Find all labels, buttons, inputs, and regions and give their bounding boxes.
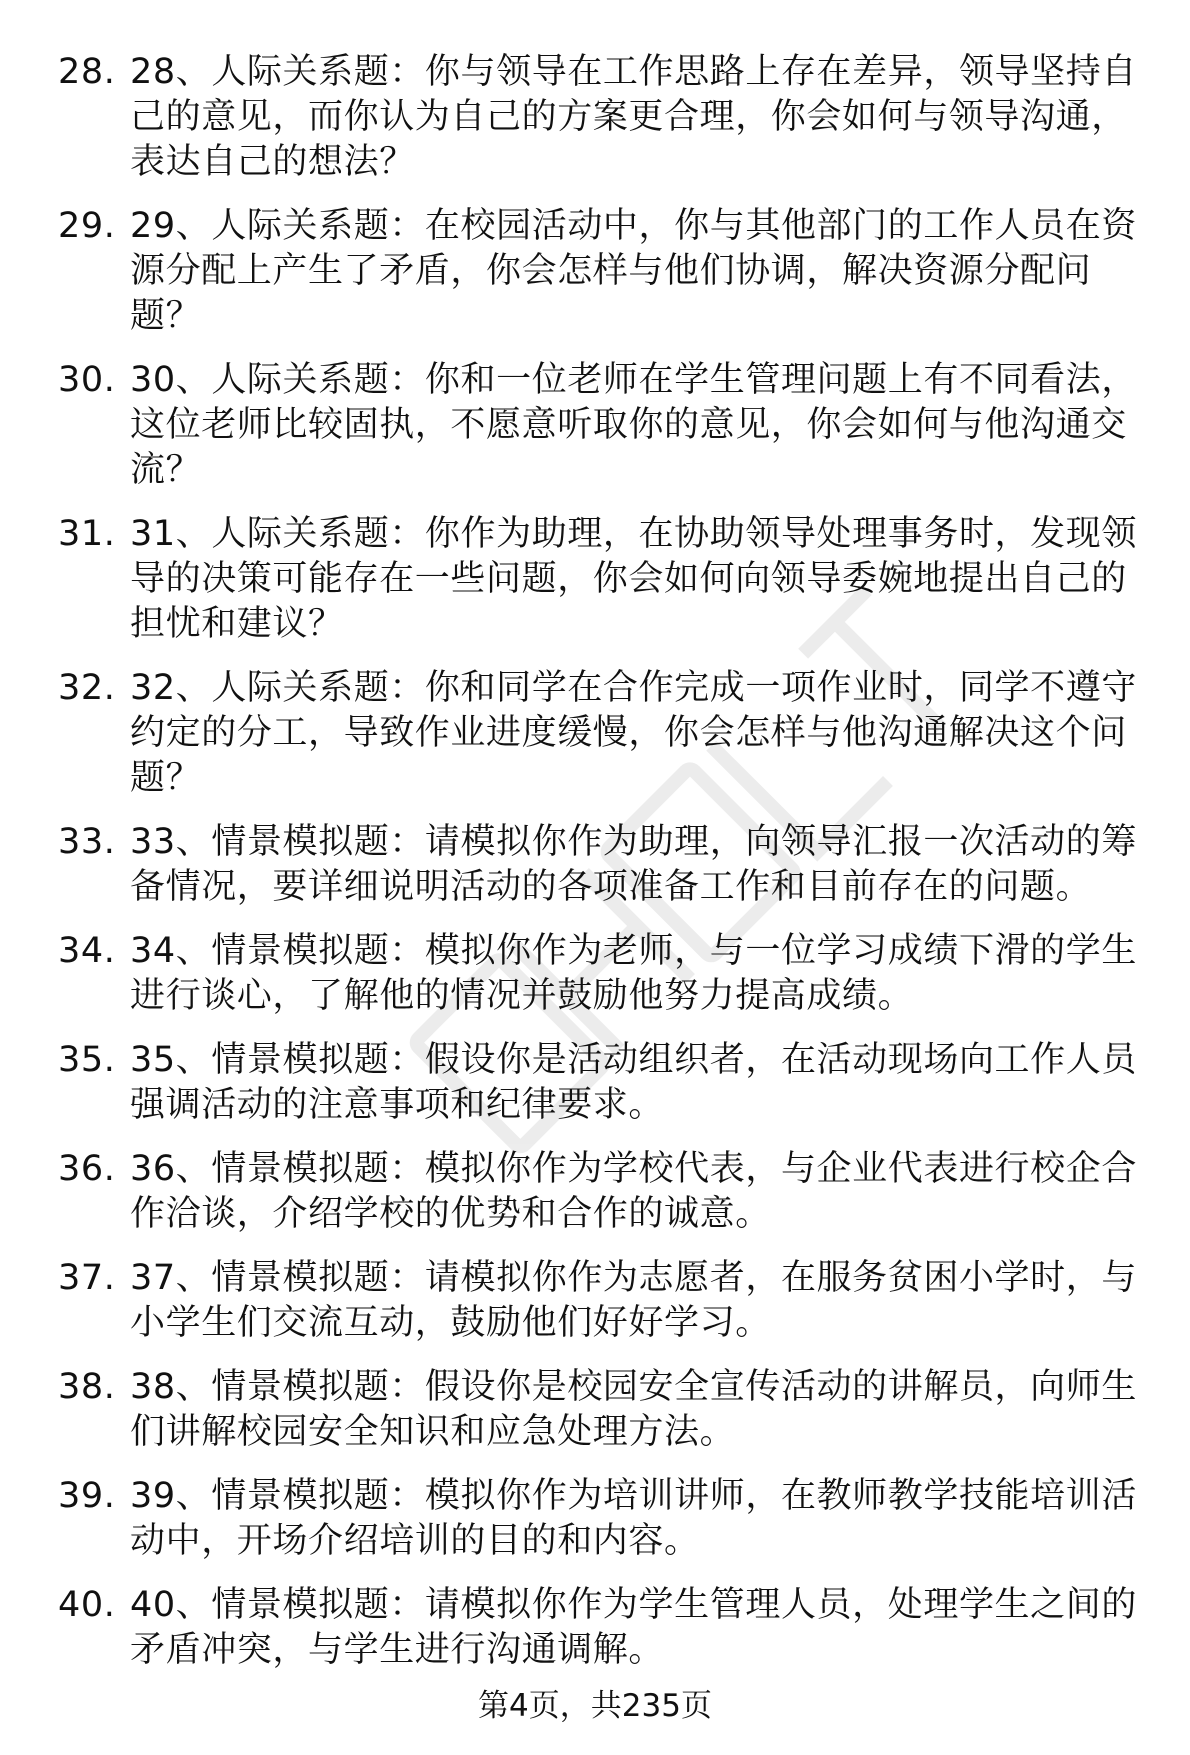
list-item	[58, 1583, 1158, 1673]
question-number: 36.	[58, 1149, 116, 1189]
question-text: 33、情景模拟题：请模拟你作为助理，向领导汇报一次活动的筹备情况，要详细说明活动的各项准备工作和目前存在的问题。	[130, 822, 1137, 907]
question-text: 35、情景模拟题：假设你是活动组织者，在活动现场向工作人员强调活动的注意事项和纪律要求。	[130, 1040, 1137, 1125]
list-item	[58, 1474, 1158, 1564]
list-item	[58, 1256, 1158, 1346]
question-number: 40.	[58, 1585, 116, 1625]
question-number: 35.	[58, 1040, 116, 1080]
question-number: 38.	[58, 1367, 116, 1407]
list-item	[58, 204, 1158, 339]
question-text: 39、情景模拟题：模拟你作为培训讲师，在教师教学技能培训活动中，开场介绍培训的目的和内容。	[130, 1476, 1137, 1561]
list-item	[58, 1147, 1158, 1237]
question-list	[58, 50, 1158, 1692]
list-item	[58, 1038, 1158, 1128]
question-number: 34.	[58, 931, 116, 971]
question-number: 29.	[58, 206, 116, 246]
question-number: 39.	[58, 1476, 116, 1516]
question-text: 28、人际关系题：你与领导在工作思路上存在差异，领导坚持自己的意见，而你认为自己的方案更合理，你会如何与领导沟通，表达自己的想法？	[130, 52, 1137, 182]
question-text: 36、情景模拟题：模拟你作为学校代表，与企业代表进行校企合作洽谈，介绍学校的优势和合作的诚意。	[130, 1149, 1137, 1234]
list-item	[58, 512, 1158, 647]
question-text: 31、人际关系题：你作为助理，在协助领导处理事务时，发现领导的决策可能存在一些问题，你会如何向领导委婉地提出自己的担忧和建议？	[130, 514, 1137, 644]
question-text: 34、情景模拟题：模拟你作为老师，与一位学习成绩下滑的学生进行谈心，了解他的情况并鼓励他努力提高成绩。	[130, 931, 1137, 1016]
question-text: 40、情景模拟题：请模拟你作为学生管理人员，处理学生之间的矛盾冲突，与学生进行沟通调解。	[130, 1585, 1137, 1670]
question-text: 37、情景模拟题：请模拟你作为志愿者，在服务贫困小学时，与小学生们交流互动，鼓励他们好好学习。	[130, 1258, 1137, 1343]
question-number: 33.	[58, 822, 116, 862]
question-number: 28.	[58, 52, 116, 92]
question-number: 31.	[58, 514, 116, 554]
question-text: 30、人际关系题：你和一位老师在学生管理问题上有不同看法，这位老师比较固执，不愿意听取你的意见，你会如何与他沟通交流？	[130, 360, 1137, 490]
list-item	[58, 929, 1158, 1019]
list-item	[58, 666, 1158, 801]
list-item	[58, 820, 1158, 910]
page-footer: 第4页，共235页	[478, 1688, 712, 1724]
list-item	[58, 50, 1158, 185]
list-item	[58, 1365, 1158, 1455]
question-text: 32、人际关系题：你和同学在合作完成一项作业时，同学不遵守约定的分工，导致作业进度缓慢，你会怎样与他沟通解决这个问题？	[130, 668, 1137, 798]
question-number: 37.	[58, 1258, 116, 1298]
question-text: 38、情景模拟题：假设你是校园安全宣传活动的讲解员，向师生们讲解校园安全知识和应急处理方法。	[130, 1367, 1137, 1452]
question-text: 29、人际关系题：在校园活动中，你与其他部门的工作人员在资源分配上产生了矛盾，你会怎样与他们协调，解决资源分配问题？	[130, 206, 1137, 336]
list-item	[58, 358, 1158, 493]
question-number: 32.	[58, 668, 116, 708]
question-number: 30.	[58, 360, 116, 400]
